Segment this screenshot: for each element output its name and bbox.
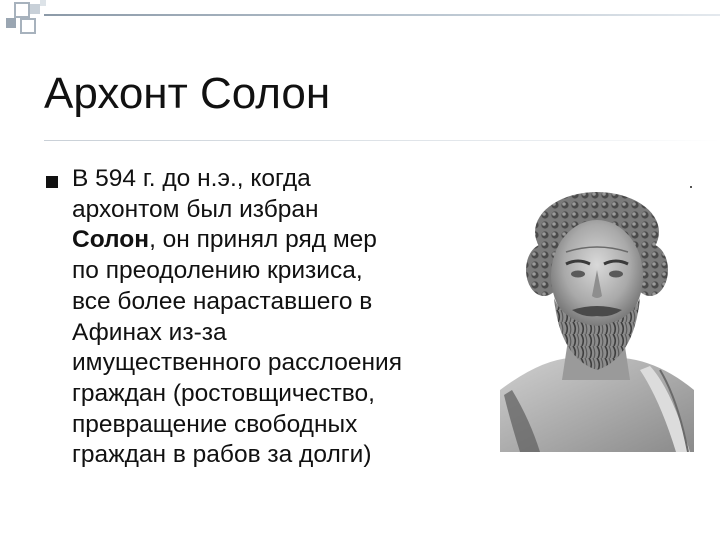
bullet-line: Афинах из-за bbox=[72, 318, 227, 346]
bullet-line-rest: , он принял ряд мер bbox=[149, 226, 377, 254]
header-rule bbox=[44, 14, 720, 16]
bullet-line: В 594 г. до н.э., когда bbox=[72, 165, 311, 192]
bullet-line: граждан в рабов за долги) bbox=[72, 441, 372, 469]
bullet-line: превращение свободных bbox=[72, 410, 358, 438]
bold-name: Солон bbox=[72, 226, 150, 254]
solon-bust-image bbox=[500, 190, 694, 452]
bullet-line bbox=[72, 225, 472, 256]
bullet-line: граждан (ростовщичество, bbox=[72, 379, 375, 407]
corner-decoration bbox=[0, 0, 60, 40]
title-divider bbox=[44, 140, 720, 141]
bullet-line: по преодолению кризиса, bbox=[72, 257, 363, 285]
slide-title: Архонт Солон bbox=[44, 69, 331, 118]
bullet-line: имущественного расслоения bbox=[72, 349, 402, 377]
deco-square bbox=[30, 4, 40, 14]
stray-mark bbox=[690, 186, 692, 188]
deco-square bbox=[6, 18, 16, 28]
deco-square bbox=[14, 2, 30, 18]
bullet-line: архонтом был избран bbox=[72, 195, 319, 223]
bullet-text bbox=[72, 164, 472, 471]
bullet-line: все более нараставшего в bbox=[72, 287, 373, 315]
deco-square bbox=[20, 18, 36, 34]
deco-square bbox=[40, 0, 46, 6]
bullet-marker bbox=[46, 176, 58, 188]
